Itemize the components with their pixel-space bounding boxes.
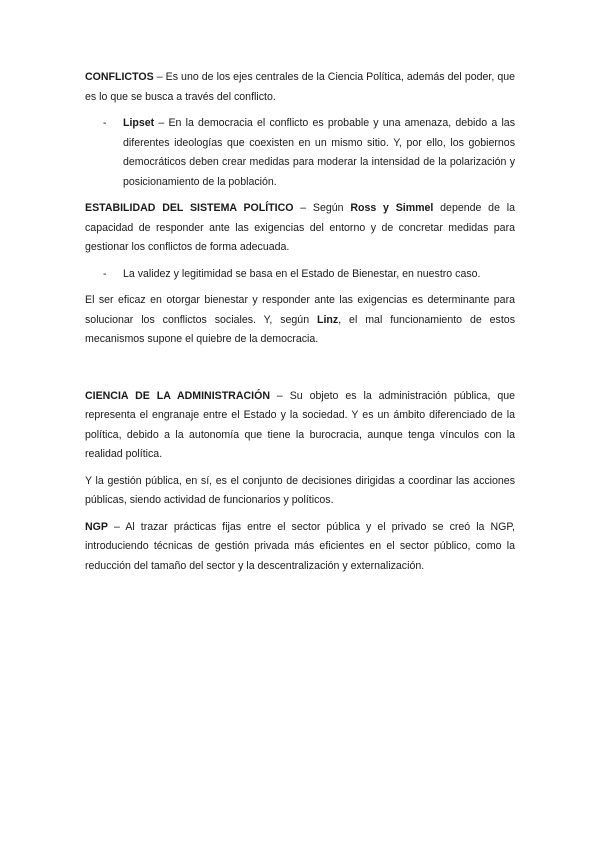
ngp-paragraph <box>85 518 515 577</box>
validez-text: La validez y legitimidad se basa en el Estado de Bienestar, en nuestro caso. <box>123 267 481 280</box>
ciencia-heading: CIENCIA DE LA ADMINISTRACIÓN <box>85 389 270 402</box>
ross-simmel-names: Ross y Simmel <box>350 202 434 214</box>
conflictos-paragraph <box>85 68 515 107</box>
estabilidad-text-after: depende de la capacidad de responder ante las exigencias del entorno y de concretar medidas para gestionar los conflictos de forma adecuada. <box>85 202 515 253</box>
eficaz-paragraph <box>85 291 515 350</box>
conflictos-text: – Es uno de los ejes centrales de la Ciencia Política, además del poder, que es lo que se busca a través del conflicto. <box>85 71 515 103</box>
eficaz-text-after: , el mal funcionamiento de estos mecanismos supone el quiebre de la democracia. <box>85 313 515 345</box>
document-page <box>85 68 515 583</box>
lipset-text: – En la democracia el conflicto es probable y una amenaza, debido a las diferentes ideologías que coexisten en un mismo sitio. Y, por ello, los gobiernos democráticos deben crear medidas para moderar la intensidad de la polarización y posicionamiento de la población. <box>123 117 515 188</box>
ngp-text: – Al trazar prácticas fijas entre el sector pública y el privado se creó la NGP, introduciendo técnicas de gestión privada más eficientes en el sector público, como la reducción del tamaño del sector y la descentralización y externalización. <box>85 520 515 572</box>
eficaz-text-before: El ser eficaz en otorgar bienestar y responder ante las exigencias es determinante para solucionar los conflictos sociales. Y, según <box>85 294 515 326</box>
conflictos-heading: CONFLICTOS <box>85 71 154 83</box>
lipset-name: Lipset <box>123 117 155 129</box>
ciencia-text: – Su objeto es la administración pública, que representa el engranaje entre el Estado y la sociedad. Y es un ámbito diferenciado de la política, debido a la autonomía que tiene la burocracia, aunque tenga vínculos con la realidad política. <box>85 389 515 460</box>
bullet-marker: - <box>103 117 107 129</box>
bullet-marker: - <box>103 267 107 280</box>
estabilidad-text-before: – Según <box>293 202 351 214</box>
estabilidad-paragraph <box>85 199 515 258</box>
lipset-bullet <box>85 114 515 192</box>
ciencia-paragraph <box>85 387 515 465</box>
section-spacer <box>85 357 515 387</box>
gestion-paragraph: Y la gestión pública, en sí, es el conjunto de decisiones dirigidas a coordinar las acciones públicas, siendo actividad de funcionarios y políticos. <box>85 474 515 506</box>
linz-name: Linz <box>317 313 339 326</box>
estabilidad-heading: ESTABILIDAD DEL SISTEMA POLÍTICO <box>85 202 294 214</box>
validez-bullet <box>85 265 515 285</box>
ngp-heading: NGP <box>85 520 108 533</box>
